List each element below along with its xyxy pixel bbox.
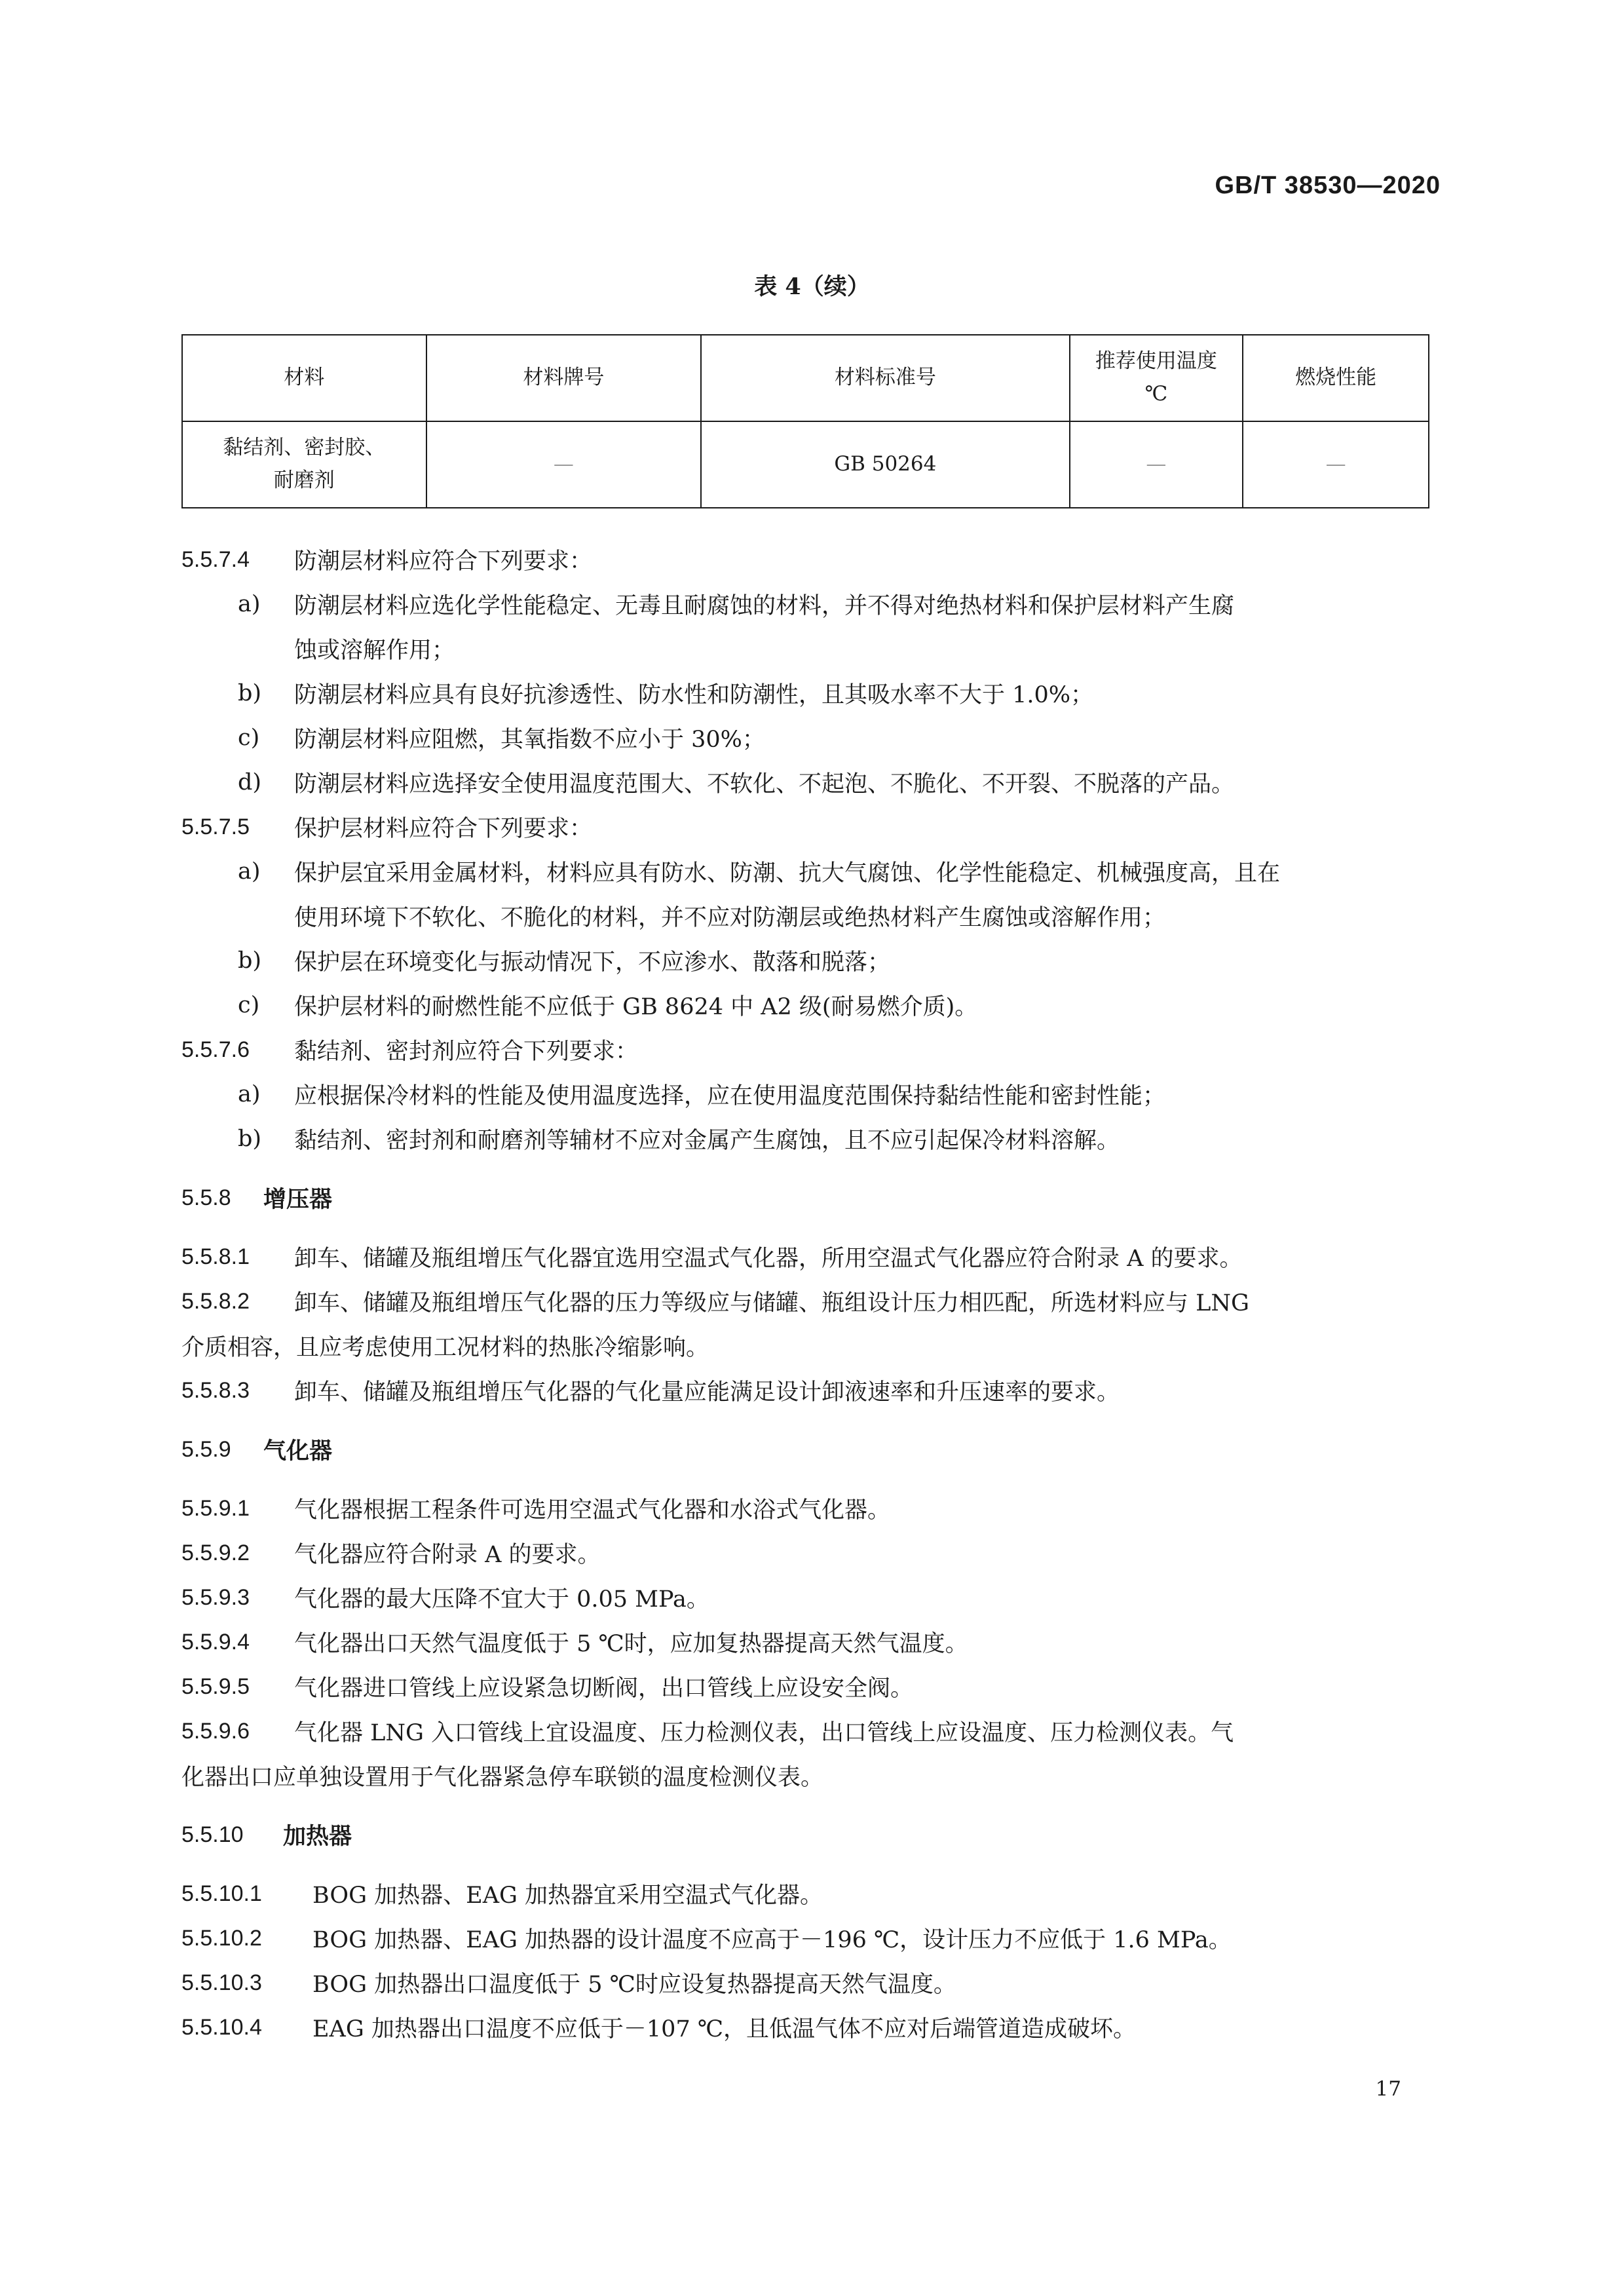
cell-temperature: — [1070,421,1243,508]
clause-number: 5.5.10.2 [181,1925,262,1951]
list-item [181,582,1433,626]
clause-title: 保护层材料应符合下列要求： [294,816,593,842]
item-continuation: 蚀或溶解作用； [294,638,455,664]
clause-title: 防潮层材料应符合下列要求： [294,548,593,575]
list-item [181,716,1433,760]
item-marker: b) [238,680,262,706]
item-continuation: 使用环境下不软化、不脆化的材料，并不应对防潮层或绝热材料产生腐蚀或溶解作用； [294,905,1166,931]
material-table [181,334,1429,508]
clause-text: BOG 加热器出口温度低于 5 ℃时应设复热器提高天然气温度。 [312,1972,956,1998]
clause-5595 [181,1664,1433,1709]
list-item [181,760,1433,805]
clause-text: 气化器进口管线上应设紧急切断阀，出口管线上应设安全阀。 [294,1675,914,1702]
section-heading-559 [181,1413,1433,1486]
table-header-row [182,335,1429,421]
clause-text: 气化器的最大压降不宜大于 0.05 MPa。 [294,1586,709,1613]
clause-5591 [181,1486,1433,1531]
page-number: 17 [1375,2077,1401,2101]
clause-title: 黏结剂、密封剂应符合下列要求： [294,1039,639,1065]
clause-55104 [181,2005,1433,2050]
header-temperature-label: 推荐使用温度 [1095,349,1217,373]
header-temperature [1070,335,1243,421]
clause-text: EAG 加热器出口温度不应低于－107 ℃，且低温气体不应对后端管道造成破坏。 [312,2016,1136,2042]
item-text: 防潮层材料应选择安全使用温度范围大、不软化、不起泡、不脆化、不开裂、不脱落的产品。 [294,771,1235,797]
clause-5592 [181,1531,1433,1575]
section-number: 5.5.8 [181,1185,231,1210]
item-text: 防潮层材料应选化学性能稳定、无毒且耐腐蚀的材料，并不得对绝热材料和保护层材料产生腐 [294,593,1235,619]
header-grade: 材料牌号 [426,335,702,421]
clause-5575 [181,805,1433,849]
table-caption: 表 4（续） [754,273,870,300]
item-marker: b) [238,947,262,974]
item-marker: c) [238,992,260,1018]
clause-number: 5.5.8.1 [181,1244,250,1269]
clause-number: 5.5.8.2 [181,1288,250,1314]
clause-number: 5.5.9.2 [181,1540,250,1565]
clause-text: BOG 加热器、EAG 加热器宜采用空温式气化器。 [312,1883,823,1909]
list-item [181,983,1433,1027]
section-number: 5.5.9 [181,1436,231,1462]
clause-number: 5.5.9.3 [181,1584,250,1610]
clause-55103 [181,1961,1433,2005]
item-marker: b) [238,1126,262,1152]
clause-text: BOG 加热器、EAG 加热器的设计温度不应高于－196 ℃，设计压力不应低于 1.6 MPa。 [312,1927,1232,1953]
clause-5583 [181,1368,1433,1413]
header-standard: 材料标准号 [701,335,1069,421]
clause-5576 [181,1027,1433,1072]
cell-standard: GB 50264 [701,421,1069,508]
list-item [181,938,1433,983]
clause-text: 气化器出口天然气温度低于 5 ℃时，应加复热器提高天然气温度。 [294,1631,968,1657]
clause-number: 5.5.7.4 [181,546,250,572]
list-item [181,671,1433,716]
item-marker: c) [238,725,260,751]
clause-number: 5.5.9.4 [181,1629,250,1655]
clause-text: 气化器根据工程条件可选用空温式气化器和水浴式气化器。 [294,1497,891,1523]
section-heading-5510 [181,1798,1433,1871]
item-text: 保护层宜采用金属材料，材料应具有防水、防潮、抗大气腐蚀、化学性能稳定、机械强度高，且在 [294,860,1281,887]
item-text: 防潮层材料应阻燃，其氧指数不应小于 30%； [294,727,765,753]
table-row [182,421,1429,508]
cell-material-line1: 黏结剂、密封胶、 [223,436,386,460]
clause-number: 5.5.7.5 [181,814,250,839]
section-number: 5.5.10 [181,1822,244,1847]
cell-grade: — [426,421,702,508]
item-text: 防潮层材料应具有良好抗渗透性、防水性和防潮性，且其吸水率不大于 1.0%； [294,682,1094,708]
list-item [181,849,1433,894]
clause-number: 5.5.10.4 [181,2014,262,2040]
clause-5594 [181,1620,1433,1664]
item-text: 黏结剂、密封剂和耐磨剂等辅材不应对金属产生腐蚀，且不应引起保冷材料溶解。 [294,1128,1120,1154]
cell-material [182,421,426,508]
item-marker: d) [238,769,262,795]
clause-text: 气化器应符合附录 A 的要求。 [294,1542,601,1568]
item-marker: a) [238,591,261,617]
section-heading-558 [181,1161,1433,1234]
item-marker: a) [238,858,261,885]
header-temperature-unit: ℃ [1144,382,1168,406]
clause-continuation: 化器出口应单独设置用于气化器紧急停车联锁的温度检测仪表。 [181,1765,824,1791]
clause-5593 [181,1575,1433,1620]
list-item [181,1072,1433,1117]
header-combustion: 燃烧性能 [1243,335,1429,421]
section-title: 气化器 [263,1438,333,1464]
item-marker: a) [238,1081,261,1107]
clause-text: 气化器 LNG 入口管线上宜设温度、压力检测仪表，出口管线上应设温度、压力检测仪表。气 [294,1720,1234,1746]
clause-55101 [181,1871,1433,1916]
standard-id: GB/T 38530—2020 [1215,172,1441,199]
clause-5574 [181,537,1433,582]
clause-5581 [181,1234,1433,1279]
item-text: 应根据保冷材料的性能及使用温度选择，应在使用温度范围保持黏结性能和密封性能； [294,1083,1166,1109]
clause-number: 5.5.9.5 [181,1674,250,1699]
clause-number: 5.5.10.3 [181,1970,262,1995]
clause-number: 5.5.8.3 [181,1377,250,1403]
section-title: 加热器 [283,1823,352,1850]
clause-number: 5.5.7.6 [181,1037,250,1062]
section-title: 增压器 [263,1186,333,1213]
clause-number: 5.5.9.1 [181,1495,250,1521]
cell-material-line2: 耐磨剂 [273,469,335,492]
clause-55102 [181,1916,1433,1961]
clause-text: 卸车、储罐及瓶组增压气化器宜选用空温式气化器，所用空温式气化器应符合附录 A 的要求。 [294,1246,1243,1272]
list-item [181,1117,1433,1161]
clause-5582 [181,1279,1433,1324]
clause-continuation: 介质相容，且应考虑使用工况材料的热胀冷缩影响。 [181,1335,709,1361]
clause-5596 [181,1709,1433,1753]
clause-text: 卸车、储罐及瓶组增压气化器的气化量应能满足设计卸液速率和升压速率的要求。 [294,1379,1120,1406]
clause-text: 卸车、储罐及瓶组增压气化器的压力等级应与储罐、瓶组设计压力相匹配，所选材料应与 LNG [294,1290,1249,1316]
item-text: 保护层材料的耐燃性能不应低于 GB 8624 中 A2 级(耐易燃介质)。 [294,994,978,1020]
clause-number: 5.5.10.1 [181,1881,262,1906]
document-body [181,537,1433,2050]
clause-number: 5.5.9.6 [181,1718,250,1744]
cell-combustion: — [1243,421,1429,508]
header-material: 材料 [182,335,426,421]
item-text: 保护层在环境变化与振动情况下，不应渗水、散落和脱落； [294,949,891,976]
